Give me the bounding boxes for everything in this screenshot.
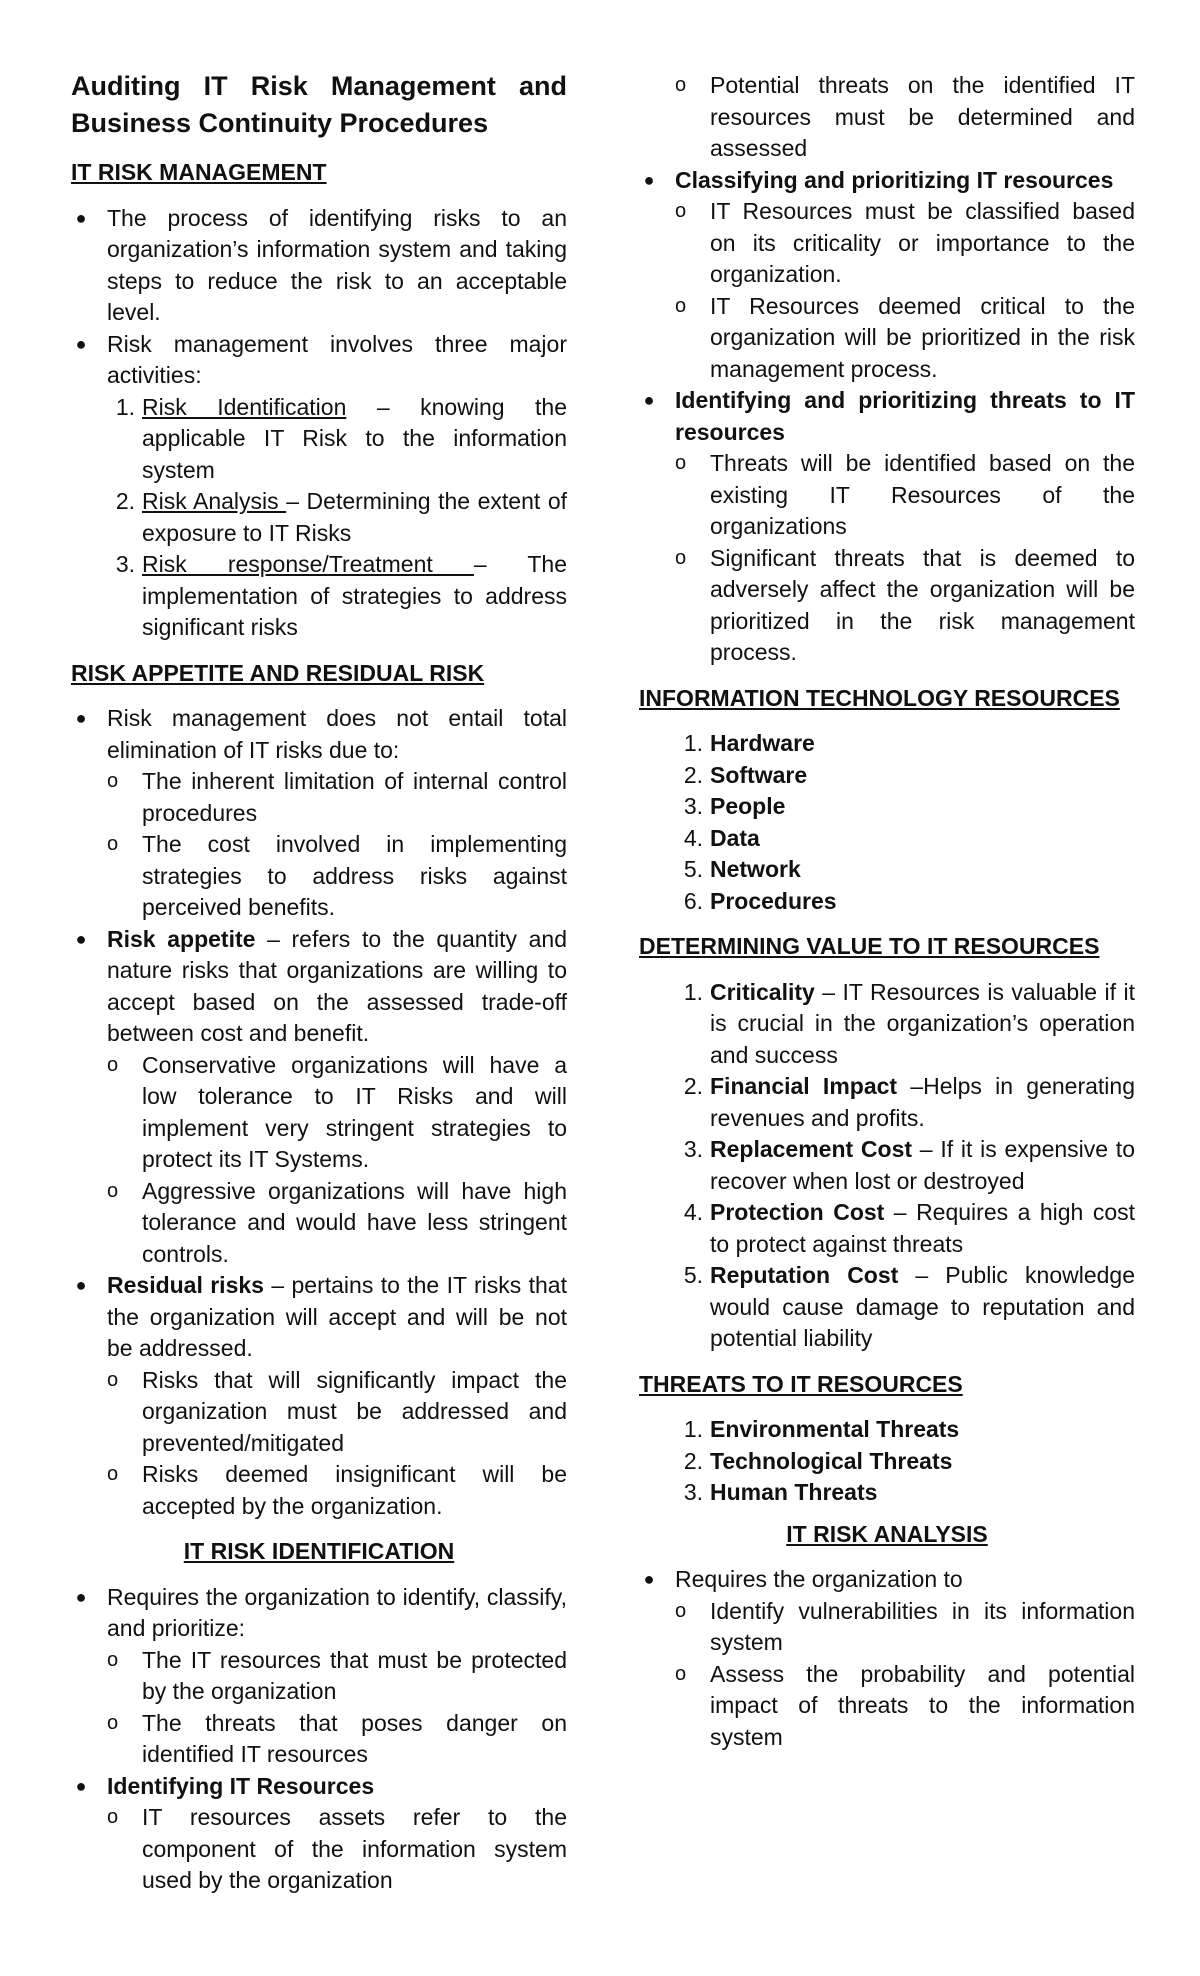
list-item: 3. People	[683, 793, 786, 819]
circle-bullet-icon: o	[107, 1711, 119, 1734]
threats-list	[639, 1414, 1135, 1509]
heading-threats: THREATS TO IT RESOURCES	[639, 1370, 963, 1397]
sub-list-item: o The inherent limitation of internal control procedures	[107, 768, 567, 826]
risk-activities-list	[71, 392, 567, 644]
sub-list-item: o Assess the probability and potential impact of threats to the information system	[675, 1660, 1135, 1750]
list-item: ● Identifying and prioritizing threats to IT resources	[639, 385, 1135, 448]
sub-list	[639, 70, 1135, 165]
sub-list	[71, 1645, 567, 1771]
circle-bullet-icon: o	[107, 770, 119, 792]
list-item	[71, 203, 567, 329]
activity-term: Risk Identification	[142, 393, 347, 420]
term: Risk appetite	[107, 925, 256, 952]
sub-list	[71, 1802, 567, 1897]
heading-it-risk-identification: IT RISK IDENTIFICATION	[183, 1538, 455, 1564]
heading-it-risk-analysis: IT RISK ANALYSIS	[786, 1520, 988, 1547]
list-item: ● Residual risks – pertains to the IT risks that the organization will accept and will be not be addressed.	[71, 1270, 567, 1365]
activity-desc: – knowing the applicable IT Risk to the information system	[142, 393, 567, 483]
list-item: 2. Software	[683, 761, 808, 788]
bullet-text: Risk management involves three major activities:	[107, 330, 567, 388]
bullet-text: Risk management does not entail total elimination of IT risks due to:	[107, 705, 567, 763]
list-item: 3. Replacement Cost – If it is expensive to recover when lost or destroyed	[683, 1136, 1135, 1194]
circle-bullet-icon: o	[107, 833, 119, 855]
document-title: Auditing IT Risk Management and Business Continuity Procedures	[71, 71, 567, 138]
sub-list	[639, 1596, 1135, 1754]
list-item	[71, 329, 567, 392]
sub-list-item: o Risks that will significantly impact the organization must be addressed and prevented/mitigated	[107, 1366, 567, 1456]
bullet-icon: ●	[643, 169, 655, 190]
risk-management-bullets	[71, 203, 567, 392]
identification-bullets-3	[639, 165, 1135, 197]
sub-list-item: o IT Resources must be classified based on its criticality or importance to the organization.	[675, 198, 1135, 287]
risk-appetite-bullets-3	[71, 1270, 567, 1365]
list-item: 4. Data	[683, 824, 760, 851]
list-item: 3. Risk response/Treatment – The implementation of strategies to address significant risks	[115, 551, 567, 640]
list-item: ● Requires the organization to	[639, 1564, 1135, 1596]
circle-bullet-icon: o	[107, 1648, 119, 1671]
circle-bullet-icon: o	[107, 1463, 119, 1485]
sub-list-item: o The threats that poses danger on identified IT resources	[107, 1709, 567, 1767]
bullet-icon: ●	[643, 1569, 655, 1589]
list-item: 5. Reputation Cost – Public knowledge would cause damage to reputation and potential liability	[683, 1262, 1135, 1351]
sub-list-item: o Threats will be identified based on the existing IT Resources of the organizations	[675, 450, 1135, 539]
activity-desc: – The implementation of strategies to address significant risks	[142, 551, 567, 640]
list-item: 1. Hardware	[683, 730, 815, 756]
list-item: 2. Financial Impact –Helps in generating revenues and profits.	[683, 1073, 1135, 1131]
bullet-icon: ●	[75, 928, 87, 949]
it-resources-list	[639, 728, 1135, 917]
activity-term: Risk Analysis	[142, 488, 287, 514]
sub-list-item: o Risks deemed insignificant will be accepted by the organization.	[107, 1461, 567, 1519]
sub-list	[71, 1365, 567, 1523]
sub-list-item: o Identify vulnerabilities in its information system	[675, 1597, 1135, 1655]
circle-bullet-icon: o	[675, 1662, 687, 1685]
sub-list-item: o Aggressive organizations will have high tolerance and would have less stringent controls.	[107, 1177, 567, 1267]
list-item: 6. Procedures	[683, 887, 837, 914]
list-item: 1. Risk Identification – knowing the applicable IT Risk to the information system	[115, 393, 567, 483]
sub-list-item: o The IT resources that must be protected by the organization	[107, 1646, 567, 1704]
identification-bullets-2	[71, 1771, 567, 1803]
sub-list	[71, 1050, 567, 1271]
list-item: ● Requires the organization to identify, classify, and prioritize:	[71, 1582, 567, 1645]
left-column	[71, 68, 567, 1897]
term: Residual risks	[107, 1272, 264, 1298]
circle-bullet-icon: o	[107, 1179, 119, 1202]
list-item: ● Classifying and prioritizing IT resources	[639, 165, 1135, 197]
bullet-icon: ●	[75, 1586, 87, 1607]
right-column	[639, 70, 1135, 1753]
heading-it-resources: INFORMATION TECHNOLOGY RESOURCES	[639, 684, 1120, 711]
list-item: 2. Risk Analysis – Determining the extent of exposure to IT Risks	[115, 488, 567, 546]
circle-bullet-icon: o	[675, 294, 687, 317]
bullet-icon: ●	[75, 1775, 87, 1796]
sub-list-item: o IT Resources deemed critical to the organization will be prioritized in the risk management process.	[675, 292, 1135, 382]
circle-bullet-icon: o	[675, 1599, 687, 1622]
circle-bullet-icon: o	[107, 1368, 119, 1391]
list-item: 4. Protection Cost – Requires a high cost to protect against threats	[683, 1199, 1136, 1257]
list-item: 5. Network	[683, 856, 801, 882]
sub-list	[639, 196, 1135, 385]
list-item: ● Risk appetite – refers to the quantity and nature risks that organizations are willing to accept based on the assessed trade-off between cost and benefit.	[71, 924, 567, 1050]
list-item: 3. Human Threats	[683, 1479, 878, 1505]
activity-desc: – Determining the extent of exposure to IT Risks	[142, 488, 567, 546]
circle-bullet-icon: o	[107, 1806, 119, 1828]
sub-list-item: o The cost involved in implementing strategies to address risks against perceived benefits.	[107, 831, 567, 920]
list-item: 1. Environmental Threats	[683, 1416, 960, 1442]
circle-bullet-icon: o	[107, 1053, 119, 1076]
list-item	[71, 703, 567, 766]
identification-bullets	[71, 1582, 567, 1645]
heading-determining-value: DETERMINING VALUE TO IT RESOURCES	[639, 933, 1100, 959]
heading-risk-appetite: RISK APPETITE AND RESIDUAL RISK	[71, 659, 485, 686]
circle-bullet-icon: o	[675, 74, 687, 96]
circle-bullet-icon: o	[675, 452, 687, 474]
bullet-icon: ●	[75, 708, 87, 728]
risk-appetite-bullets-2	[71, 924, 567, 1050]
sub-list	[71, 766, 567, 924]
circle-bullet-icon: o	[675, 200, 687, 222]
bullet-text: The process of identifying risks to an organization’s information system and taking steps to reduce the risk to an acceptable level.	[107, 204, 567, 325]
bullet-icon: ●	[643, 390, 655, 410]
circle-bullet-icon: o	[675, 546, 687, 569]
activity-term: Risk response/Treatment	[142, 551, 474, 577]
sub-list-item: o Potential threats on the identified IT resources must be determined and assessed	[675, 72, 1135, 161]
list-item: 2. Technological Threats	[683, 1447, 953, 1474]
bullet-icon: ●	[75, 333, 87, 354]
bullet-icon: ●	[75, 207, 87, 228]
heading-it-risk-management: IT RISK MANAGEMENT	[71, 159, 327, 185]
list-item: ● Identifying IT Resources	[71, 1771, 567, 1803]
bullet-icon: ●	[75, 1275, 87, 1295]
risk-appetite-bullets	[71, 703, 567, 766]
identification-bullets-4	[639, 385, 1135, 448]
value-list	[639, 977, 1135, 1355]
sub-list-item: o Significant threats that is deemed to adversely affect the organization will be prioritized in the risk management process.	[675, 544, 1135, 665]
sub-list-item: o IT resources assets refer to the component of the information system used by the organization	[107, 1804, 567, 1893]
sub-list-item: o Conservative organizations will have a low tolerance to IT Risks and will implement very stringent strategies to protect its IT Systems.	[107, 1051, 567, 1172]
list-item: 1. Criticality – IT Resources is valuable if it is crucial in the organization’s operation and success	[683, 978, 1135, 1068]
analysis-bullets	[639, 1564, 1135, 1596]
sub-list	[639, 448, 1135, 669]
